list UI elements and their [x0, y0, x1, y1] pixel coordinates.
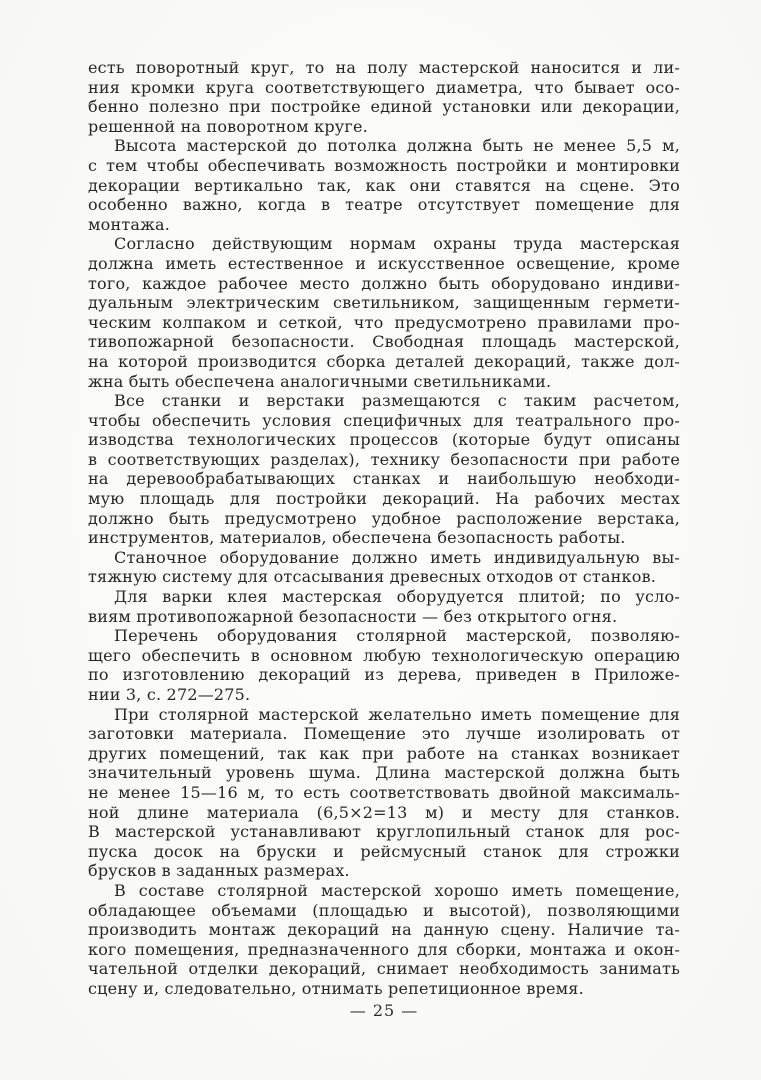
text-line: заготовки материала. Помещение это лучше изолировать от	[88, 724, 680, 744]
text-line: ной длине материала (6,5×2=13 м) и месту для станков.	[88, 802, 680, 822]
text-line: ческим колпаком и сеткой, что предусмотрено правилами про-	[88, 312, 680, 332]
text-line: монтажа.	[88, 214, 171, 234]
text-line: сцену и, следовательно, отнимать репетиционное время.	[88, 978, 584, 998]
text-line: обладающее объемами (площадью и высотой), позволяющими	[88, 900, 680, 920]
text-line: дуальным электрическим светильником, защищенным гермети-	[88, 293, 680, 313]
text-line: декорации вертикально так, как они ставятся на сцене. Это	[88, 175, 680, 195]
text-line: значительный уровень шума. Длина мастерской должна быть	[88, 763, 680, 783]
text-line: мую площадь для постройки декораций. На рабочих местах	[88, 489, 680, 509]
text-line: того, каждое рабочее место должно быть оборудовано индиви-	[88, 273, 680, 293]
text-line: Все станки и верстаки размещаются с таким расчетом,	[114, 391, 680, 411]
text-block	[88, 58, 680, 999]
text-line: При столярной мастерской желательно иметь помещение для	[114, 704, 680, 724]
text-line: пуска досок на бруски и рейсмусный станок для строжки	[88, 841, 680, 861]
text-line: В составе столярной мастерской хорошо иметь помещение,	[114, 880, 680, 900]
text-line: кого помещения, предназначенного для сборки, монтажа и окон-	[88, 939, 680, 959]
text-line: жна быть обеспечена аналогичными светильниками.	[88, 371, 552, 391]
text-line: тяжную систему для отсасывания древесных отходов от станков.	[88, 567, 657, 587]
text-line: изводства технологических процессов (которые будут описаны	[88, 430, 680, 450]
text-line: должно быть предусмотрено удобное расположение верстака,	[88, 508, 680, 528]
text-line: Станочное оборудование должно иметь индивидуальную вы-	[114, 547, 680, 567]
text-line: чательной отделки декораций, снимает необходимость занимать	[88, 959, 680, 979]
text-line: производить монтаж декораций на данную сцену. Наличие та-	[88, 920, 680, 940]
page-number: — 25 —	[349, 1001, 419, 1020]
text-line: ния кромки круга соответствующего диаметра, что бывает осо-	[88, 77, 680, 97]
text-line: виям противопожарной безопасности — без открытого огня.	[88, 606, 618, 626]
text-line: решенной на поворотном круге.	[88, 116, 368, 136]
text-line: инструментов, материалов, обеспечена безопасность работы.	[88, 528, 626, 548]
text-line: на которой производится сборка деталей декораций, также дол-	[88, 351, 680, 371]
text-line: чтобы обеспечить условия специфичных для театрального про-	[88, 410, 680, 430]
text-line: на деревообрабатывающих станках и наибольшую необходи-	[88, 469, 680, 489]
text-line: тивопожарной безопасности. Свободная площадь мастерской,	[88, 332, 680, 352]
text-line: брусков в заданных размерах.	[88, 861, 350, 881]
text-line: щего обеспечить в основном любую технологическую операцию	[88, 645, 680, 665]
text-line: не менее 15—16 м, то есть соответствовать двойной максималь-	[88, 782, 680, 802]
text-line: в соответствующих разделах), технику безопасности при работе	[88, 449, 680, 469]
text-line: В мастерской устанавливают круглопильный станок для рос-	[88, 822, 680, 842]
text-line: бенно полезно при постройке единой установки или декорации,	[88, 97, 680, 117]
text-line: с тем чтобы обеспечивать возможность постройки и монтировки	[88, 155, 680, 175]
text-line: других помещений, так как при работе на станках возникает	[88, 743, 680, 763]
text-line: Высота мастерской до потолка должна быть не менее 5,5 м,	[114, 136, 680, 156]
text-line: особенно важно, когда в театре отсутствует помещение для	[88, 195, 680, 215]
text-line: Согласно действующим нормам охраны труда мастерская	[114, 234, 680, 254]
text-line: Для варки клея мастерская оборудуется плитой; по усло-	[114, 587, 680, 607]
text-line: Перечень оборудования столярной мастерской, позволяю-	[114, 626, 680, 646]
text-line: нии 3, с. 272—275.	[88, 685, 251, 704]
text-line: есть поворотный круг, то на полу мастерской наносится и ли-	[88, 58, 680, 77]
text-line: по изготовлению декораций из дерева, приведен в Приложе-	[88, 665, 680, 685]
text-line: должна иметь естественное и искусственное освещение, кроме	[88, 253, 680, 273]
